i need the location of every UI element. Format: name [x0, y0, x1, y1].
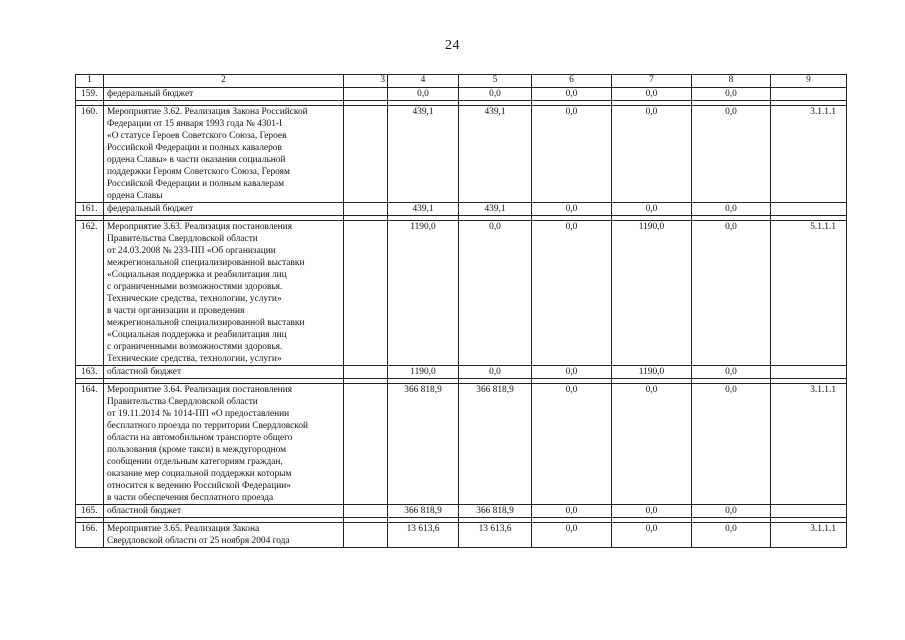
cell-col8: 0,0: [692, 106, 771, 203]
column-header: 3: [344, 75, 388, 88]
cell-col7: 0,0: [612, 523, 692, 548]
row-number: 165.: [76, 505, 104, 518]
row-name: областной бюджет: [104, 505, 344, 518]
table-row: [76, 221, 847, 366]
cell-col6: 0,0: [532, 523, 612, 548]
cell-col4: 366 818,9: [388, 384, 459, 505]
cell-col5: 366 818,9: [459, 505, 532, 518]
cell-col5: 439,1: [459, 106, 532, 203]
cell-col3: [344, 523, 388, 548]
cell-col8: 0,0: [692, 221, 771, 366]
cell-col7: 0,0: [612, 384, 692, 505]
row-name: Мероприятие 3.63. Реализация постановления Правительства Свердловской области от 24.03.2008 № 233-ПП «Об организации межрегиональной специализированной выставки «Социальная поддержка и реабилитация лиц с ограниченными возможностями здоровья. Технические средства, технологии, услуги» в части организации и проведения межрегиональной специализированной выставки «Социальная поддержка и реабилитация лиц с ограниченными возможностями здоровья. Технические средства, технологии, услуги»: [104, 221, 344, 366]
cell-col8: 0,0: [692, 505, 771, 518]
cell-col8: 0,0: [692, 384, 771, 505]
cell-col9: 3.1.1.1: [771, 523, 847, 548]
cell-col7: 1190,0: [612, 221, 692, 366]
cell-col4: 1190,0: [388, 221, 459, 366]
cell-col9: [771, 505, 847, 518]
cell-col3: [344, 88, 388, 101]
cell-col9: [771, 203, 847, 216]
row-number: 162.: [76, 221, 104, 366]
column-header: 2: [104, 75, 344, 88]
cell-col3: [344, 366, 388, 379]
cell-col3: [344, 221, 388, 366]
cell-col7: 0,0: [612, 203, 692, 216]
cell-col8: 0,0: [692, 366, 771, 379]
cell-col6: 0,0: [532, 366, 612, 379]
cell-col7: 0,0: [612, 88, 692, 101]
cell-col4: 1190,0: [388, 366, 459, 379]
column-header: 7: [612, 75, 692, 88]
cell-col9: 3.1.1.1: [771, 106, 847, 203]
cell-col7: 0,0: [612, 106, 692, 203]
cell-col9: 5.1.1.1: [771, 221, 847, 366]
table-row: [76, 106, 847, 203]
cell-col8: 0,0: [692, 523, 771, 548]
row-number: 160.: [76, 106, 104, 203]
cell-col5: 0,0: [459, 366, 532, 379]
table-row: [76, 523, 847, 548]
cell-col6: 0,0: [532, 221, 612, 366]
table-header-row: [76, 75, 847, 88]
row-number: 159.: [76, 88, 104, 101]
cell-col4: 366 818,9: [388, 505, 459, 518]
table-row: [76, 384, 847, 505]
cell-col5: 0,0: [459, 88, 532, 101]
cell-col4: 439,1: [388, 106, 459, 203]
table-row: [76, 203, 847, 216]
column-header: 9: [771, 75, 847, 88]
cell-col3: [344, 106, 388, 203]
cell-col5: 439,1: [459, 203, 532, 216]
cell-col4: 439,1: [388, 203, 459, 216]
row-number: 164.: [76, 384, 104, 505]
row-name: Мероприятие 3.62. Реализация Закона Российской Федерации от 15 января 1993 года № 4301-I «О статусе Героев Советского Союза, Героев Российской Федерации и полных кавалеров ордена Славы» в части оказания социальной поддержки Героям Советского Союза, Героям Российской Федерации и полным кавалерам ордена Славы: [104, 106, 344, 203]
column-header: 8: [692, 75, 771, 88]
table-row: [76, 88, 847, 101]
cell-col8: 0,0: [692, 203, 771, 216]
cell-col5: 366 818,9: [459, 384, 532, 505]
cell-col6: 0,0: [532, 384, 612, 505]
cell-col7: 1190,0: [612, 366, 692, 379]
cell-col3: [344, 505, 388, 518]
row-name: Мероприятие 3.65. Реализация Закона Свердловской области от 25 ноября 2004 года: [104, 523, 344, 548]
cell-col7: 0,0: [612, 505, 692, 518]
cell-col9: [771, 88, 847, 101]
cell-col6: 0,0: [532, 203, 612, 216]
row-number: 166.: [76, 523, 104, 548]
table-row: [76, 366, 847, 379]
cell-col4: 13 613,6: [388, 523, 459, 548]
row-name: областной бюджет: [104, 366, 344, 379]
cell-col5: 0,0: [459, 221, 532, 366]
row-name: федеральный бюджет: [104, 88, 344, 101]
table-body: [76, 75, 847, 548]
row-name: Мероприятие 3.64. Реализация постановления Правительства Свердловской области от 19.11.2014 № 1014-ПП «О предоставлении бесплатного проезда по территории Свердловской области на автомобильном транспорте общего пользования (кроме такси) в междугородном сообщении отдельным категориям граждан, оказание мер социальной поддержки которым относится к ведению Российской Федерации» в части обеспечения бесплатного проезда: [104, 384, 344, 505]
budget-table: [75, 74, 847, 548]
cell-col3: [344, 203, 388, 216]
cell-col6: 0,0: [532, 88, 612, 101]
cell-col9: 3.1.1.1: [771, 384, 847, 505]
column-header: 4: [388, 75, 459, 88]
cell-col9: [771, 366, 847, 379]
row-name: федеральный бюджет: [104, 203, 344, 216]
cell-col6: 0,0: [532, 505, 612, 518]
column-header: 1: [76, 75, 104, 88]
cell-col6: 0,0: [532, 106, 612, 203]
page-number: 24: [445, 38, 460, 53]
cell-col8: 0,0: [692, 88, 771, 101]
column-header: 5: [459, 75, 532, 88]
table-row: [76, 505, 847, 518]
row-number: 163.: [76, 366, 104, 379]
row-number: 161.: [76, 203, 104, 216]
cell-col5: 13 613,6: [459, 523, 532, 548]
cell-col3: [344, 384, 388, 505]
cell-col4: 0,0: [388, 88, 459, 101]
column-header: 6: [532, 75, 612, 88]
